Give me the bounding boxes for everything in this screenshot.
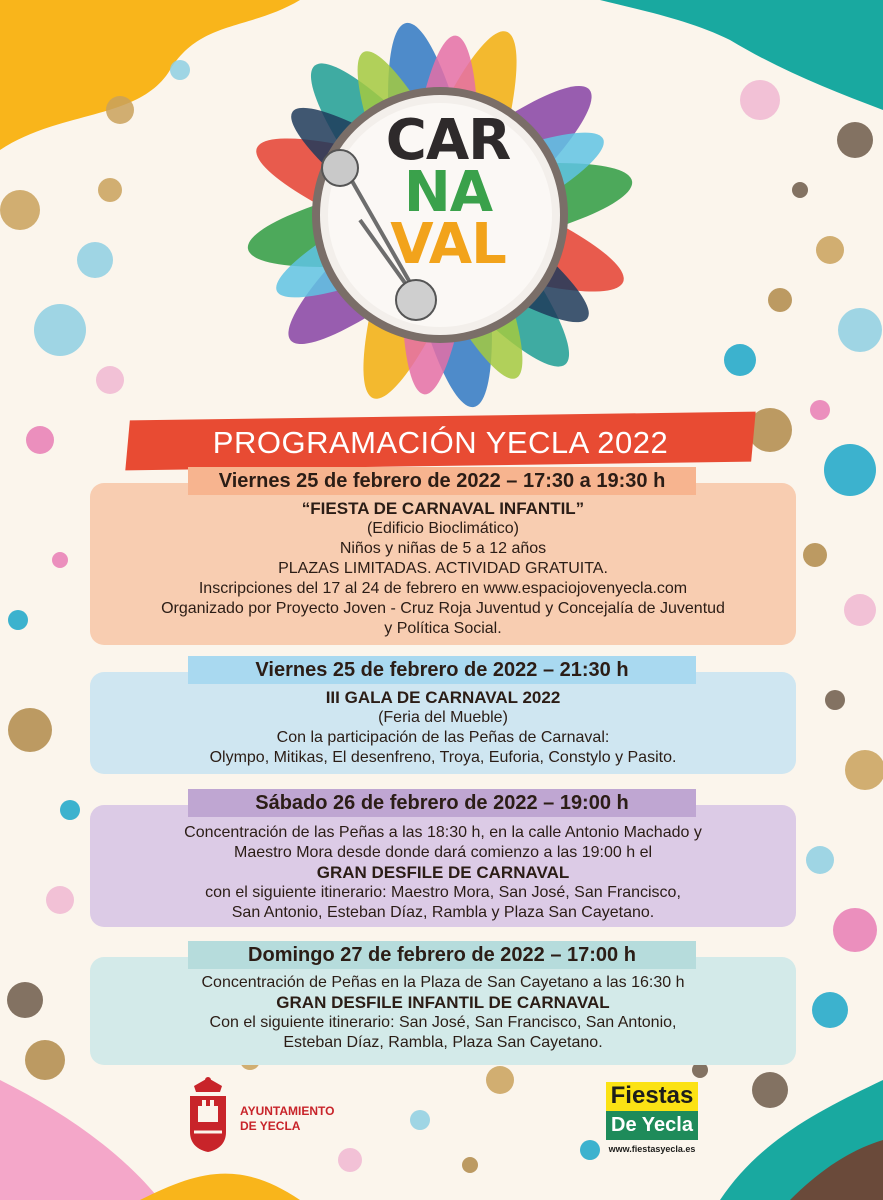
confetti-dot (740, 80, 780, 120)
confetti-dot (803, 543, 827, 567)
confetti-dot (52, 552, 68, 568)
page-title: PROGRAMACIÓN YECLA 2022 (212, 425, 669, 460)
confetti-dot (462, 1157, 478, 1173)
confetti-dot (752, 1072, 788, 1108)
confetti-dot (26, 426, 54, 454)
event-line: Inscripciones del 17 al 24 de febrero en www.espaciojovenyecla.com (198, 580, 688, 597)
confetti-dot (60, 800, 80, 820)
event-line: y Política Social. (384, 620, 502, 637)
confetti-dot (98, 178, 122, 202)
event-card (90, 805, 796, 927)
confetti-dot (486, 1066, 514, 1094)
confetti-dot (837, 122, 873, 158)
event-line: Con la participación de las Peñas de Carnaval: (276, 729, 610, 746)
event-line: PLAZAS LIMITADAS. ACTIVIDAD GRATUITA. (278, 560, 608, 577)
event-line: Concentración de Peñas en la Plaza de San Cayetano a las 16:30 h (201, 974, 685, 991)
confetti-dot (96, 366, 124, 394)
confetti-dot (25, 1040, 65, 1080)
event-date-header: Viernes 25 de febrero de 2022 – 17:30 a 19:30 h (188, 467, 696, 495)
ayuntamiento-line-2: DE YECLA (240, 1119, 301, 1133)
ayuntamiento-line-1: AYUNTAMIENTO (240, 1104, 335, 1118)
confetti-dot (845, 750, 883, 790)
event-line: Concentración de las Peñas a las 18:30 h, en la calle Antonio Machado y (184, 824, 702, 841)
event-line: Con el siguiente itinerario: San José, San Francisco, San Antonio, (209, 1014, 677, 1031)
confetti-dot (580, 1140, 600, 1160)
confetti-dot (106, 96, 134, 124)
confetti-dot (844, 594, 876, 626)
confetti-dot (7, 982, 43, 1018)
confetti-dot (833, 908, 877, 952)
confetti-dot (838, 308, 882, 352)
confetti-dot (8, 610, 28, 630)
confetti-dot (825, 690, 845, 710)
event-line: Esteban Díaz, Rambla, Plaza San Cayetano. (283, 1034, 603, 1051)
coat-of-arms-icon (184, 1074, 232, 1154)
event-date-header: Viernes 25 de febrero de 2022 – 21:30 h (188, 656, 696, 684)
event-line: San Antonio, Esteban Díaz, Rambla y Plaza San Cayetano. (231, 904, 655, 921)
event-line: Olympo, Mitikas, El desenfreno, Troya, Euforia, Constylo y Pasito. (209, 749, 677, 766)
event-line: Maestro Mora desde donde dará comienzo a las 19:00 h el (233, 844, 653, 861)
logo-line-3: VAL (390, 212, 506, 277)
fiestas-logo-line-1: Fiestas (610, 1082, 694, 1109)
confetti-dot (806, 846, 834, 874)
event-line: Niños y niñas de 5 a 12 años (339, 540, 547, 557)
confetti-dot (410, 1110, 430, 1130)
confetti-dot (46, 886, 74, 914)
event-name: GRAN DESFILE INFANTIL DE CARNAVAL (276, 993, 610, 1012)
event-name: III GALA DE CARNAVAL 2022 (325, 688, 561, 707)
logo-line-1: CAR (385, 108, 511, 173)
fiestas-url: www.fiestasyecla.es (608, 1144, 696, 1154)
confetti-dot (810, 400, 830, 420)
confetti-dot (824, 444, 876, 496)
confetti-dot (816, 236, 844, 264)
carnaval-logo (150, 0, 730, 430)
confetti-dot (768, 288, 792, 312)
fiestas-yecla-logo (606, 1082, 698, 1158)
confetti-dot (812, 992, 848, 1028)
confetti-dot (34, 304, 86, 356)
event-card (90, 483, 796, 645)
confetti-dot (8, 708, 52, 752)
confetti-dot (77, 242, 113, 278)
event-name: GRAN DESFILE DE CARNAVAL (316, 863, 570, 882)
confetti-dot (792, 182, 808, 198)
event-line: (Feria del Mueble) (378, 709, 508, 726)
event-name: “FIESTA DE CARNAVAL INFANTIL” (301, 499, 585, 518)
event-date-header: Sábado 26 de febrero de 2022 – 19:00 h (188, 789, 696, 817)
event-line: con el siguiente itinerario: Maestro Mora, San José, San Francisco, (205, 884, 681, 901)
confetti-dot (0, 190, 40, 230)
event-card (90, 672, 796, 774)
event-line: (Edificio Bioclimático) (366, 520, 520, 537)
logo-line-2: NA (403, 160, 493, 225)
ayuntamiento-logo (184, 1074, 364, 1154)
fiestas-logo-line-2: De Yecla (606, 1111, 698, 1140)
event-card (90, 957, 796, 1065)
event-line: Organizado por Proyecto Joven - Cruz Roja Juventud y Concejalía de Juventud (161, 600, 725, 617)
event-date-header: Domingo 27 de febrero de 2022 – 17:00 h (188, 941, 696, 969)
